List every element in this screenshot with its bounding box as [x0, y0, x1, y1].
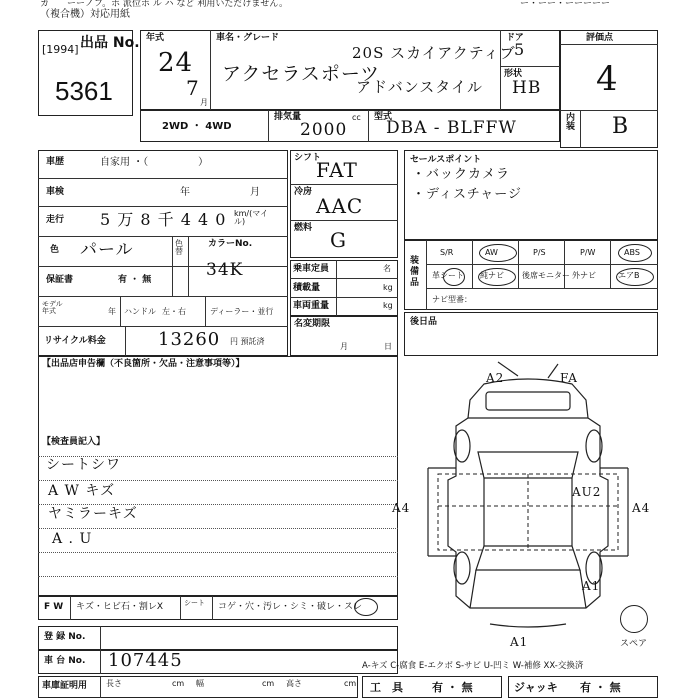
chassis-value: 107445 [108, 650, 183, 671]
grade-line-1: 20S スカイアクティブ [352, 44, 516, 62]
recycle-label: リサイクル料金 [44, 336, 106, 346]
shape-label: 形状 [504, 69, 523, 79]
drive-label: 2WD ・ 4WD [162, 121, 232, 132]
circle-navi [478, 268, 516, 286]
fw-items: キズ・ヒビ石・割レX [76, 602, 163, 612]
shape-value: HB [512, 78, 542, 98]
circle-leather [443, 268, 465, 286]
year-label: 年式 [146, 33, 165, 43]
handle-label: ハンドル [124, 307, 156, 316]
inspection-month: 月 [250, 187, 260, 198]
tools-value: 有 ・ 無 [432, 681, 473, 694]
interior-value: B [612, 114, 630, 139]
mark-a1-rear: A1 [510, 635, 529, 649]
warranty-value: 有 ・ 無 [118, 275, 152, 285]
dim-length: 長さ [106, 679, 122, 688]
grade-line-2: アドバンスタイル [356, 78, 483, 96]
recycle-value: 13260 [158, 329, 221, 350]
lot-code: [1994] [42, 43, 79, 56]
nox-month: 月 [340, 342, 348, 351]
shift-value: FAT [316, 158, 358, 182]
doors-label: ドア [506, 33, 524, 43]
history-label: 車歴 [46, 157, 65, 167]
equip-navi: 純ナビ [480, 271, 504, 280]
equip-abs: ABS [624, 248, 640, 257]
displacement-value: 2000 [300, 120, 348, 140]
car-name-label: 車名・グレード [216, 33, 280, 43]
dealer-label: ディーラー・並行 [210, 307, 274, 316]
inspector-label: 【検査員記入】 [42, 437, 106, 447]
car-diagram [398, 356, 658, 656]
dim-width: 幅 [196, 679, 204, 688]
lot-number: 5361 [55, 76, 113, 106]
mark-au2: AU2 [572, 485, 602, 499]
year-value: 24 [158, 48, 194, 78]
score-label: 評価点 [586, 33, 614, 43]
dim-height-unit: cm [344, 679, 357, 688]
equip-ext-navi: 外ナビ [572, 271, 596, 280]
equip-leather: 革シート [432, 271, 464, 280]
fw-label: F W [44, 602, 64, 612]
load-label: 積載量 [293, 283, 321, 293]
seat-label: シート [184, 599, 205, 607]
model-value: DBA - BLFFW [386, 118, 517, 138]
mileage-unit: km/(マイル) [234, 209, 269, 226]
month-unit: 月 [200, 98, 208, 107]
dim-width-unit: cm [262, 679, 275, 688]
jack-label: ジャッキ [514, 681, 558, 694]
warranty-label: 保証書 [46, 275, 74, 285]
color-no-value: 34K [206, 260, 244, 280]
doors-value: 5 [514, 40, 526, 59]
inspection-label: 車検 [46, 187, 65, 197]
color-label: 色 [50, 245, 60, 255]
ac-value: AAC [316, 194, 364, 218]
top-notice-right: ー・ーー・ーーーーー [520, 0, 611, 9]
load-unit: kg [383, 283, 393, 292]
dim-length-unit: cm [172, 679, 185, 688]
note-line-2: A W キズ [48, 483, 116, 499]
color-value: パール [80, 240, 134, 260]
score-value: 4 [596, 59, 619, 99]
exhibit-label: 出品 No. [80, 35, 140, 51]
weight-unit: kg [383, 301, 393, 310]
fuel-value: G [330, 228, 347, 252]
circle-abs [618, 244, 652, 262]
jack-value: 有 ・ 無 [580, 681, 621, 694]
car-name: アクセラスポーツ [222, 63, 381, 85]
doc-label: 車庫証明用 [42, 681, 88, 691]
mark-a1-side: A1 [582, 579, 601, 593]
displacement-unit: cc [352, 113, 361, 122]
sales-label: セールスポイント [410, 155, 482, 165]
color-change-label: 色替 [175, 239, 183, 256]
spare-tire-icon [620, 605, 648, 633]
seller-label: 【出品店申告欄（不良箇所・欠品・注意事項等）】 [42, 359, 245, 369]
sales-item-1: ・バックカメラ [412, 167, 511, 182]
mileage-label: 走行 [46, 215, 65, 225]
model-year-unit: 年 [108, 307, 116, 316]
nox-label: 名変期限 [294, 319, 331, 329]
handle-value: 左・右 [162, 307, 186, 316]
fuel-label: 燃料 [294, 223, 313, 233]
equip-ps: P/S [533, 248, 546, 257]
seat-items: コゲ・穴・汚レ・シミ・破レ・スレ [218, 602, 363, 612]
dim-height: 高さ [286, 679, 302, 688]
reg-label: 登 録 No. [44, 632, 86, 642]
note-line-3: ヤミラーキズ [48, 506, 138, 522]
retrofit-box [404, 312, 658, 356]
retrofit-label: 後日品 [410, 317, 438, 327]
note-line-4: A . U [52, 531, 93, 547]
mark-a4-right: A4 [632, 501, 651, 515]
recycle-unit: 円 預託済 [230, 337, 265, 346]
interior-label: 内装 [566, 113, 576, 132]
top-notice: カ ーーノフ。ホ 派位ホ ル ハ など 利用いただけません。 [40, 0, 288, 9]
sheet-subtitle: （複合機）対応用紙 [40, 9, 130, 20]
mark-fa: FA [560, 371, 578, 385]
inspection-year: 年 [180, 187, 190, 198]
model-year-label: モデル年式 [42, 300, 63, 315]
chassis-label: 車 台 No. [44, 656, 86, 666]
mark-a2-top: A2 [486, 371, 505, 385]
sales-item-2: ・ディスチャージ [412, 187, 523, 202]
equip-rear-monitor: 後席モニター [522, 271, 570, 280]
damage-legend: A-キズ C-腐食 E-エクボ S-サビ U-凹ミ W-補修 XX-交換済 [362, 661, 584, 671]
model-label: 型式 [374, 112, 393, 122]
mark-a4-left: A4 [392, 501, 411, 515]
circle-seat-wear [354, 598, 378, 616]
history-value: 自家用 ・（ ） [100, 157, 209, 168]
spare-label: スペア [620, 639, 648, 649]
navi-model-label: ナビ型番： [432, 295, 472, 304]
capacity-label: 乗車定員 [293, 264, 330, 274]
displacement-label: 排気量 [274, 112, 302, 122]
capacity-unit: 名 [383, 264, 391, 273]
chassis-row [38, 650, 398, 674]
notes-box [38, 356, 398, 596]
weight-label: 車両重量 [293, 301, 330, 311]
equip-pw: P/W [580, 248, 596, 257]
equip-sr: S/R [440, 248, 454, 257]
mileage-value: 5 万 8 千 4 4 0 [100, 210, 227, 229]
month-value: 7 [186, 76, 200, 100]
note-line-1: シートシワ [46, 457, 121, 473]
circle-aw [479, 244, 517, 262]
nox-day: 日 [384, 342, 392, 351]
ac-label: 冷房 [294, 187, 313, 197]
equip-aw: AW [485, 248, 498, 257]
color-no-label: カラーNo. [208, 239, 253, 249]
equipment-label: 装備品 [410, 256, 420, 288]
circle-airbag [616, 268, 654, 286]
shift-label: シフト [294, 153, 322, 163]
equip-airbag: エアB [618, 271, 640, 280]
car-outline-icon [398, 356, 658, 656]
tools-label: 工 具 [370, 681, 403, 694]
reg-row [38, 626, 398, 650]
